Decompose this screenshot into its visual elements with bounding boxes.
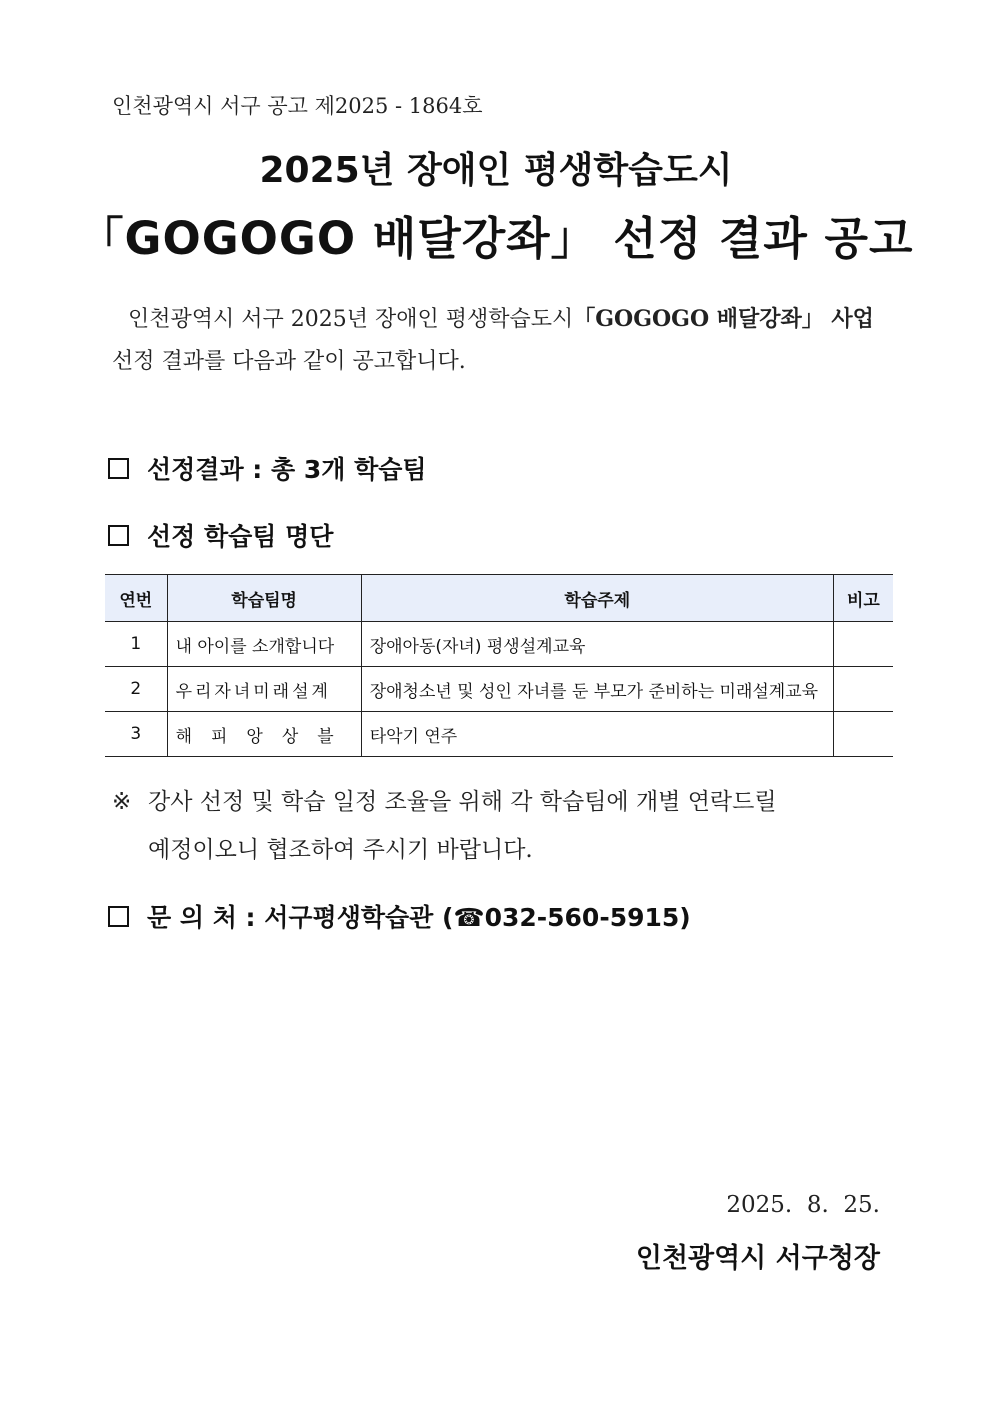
section-contact-text: 문 의 처 : 서구평생학습관 (☎032-560-5915): [147, 903, 691, 932]
checkbox-square-icon: [108, 906, 129, 927]
table-row: [105, 622, 893, 667]
header-number: 연번: [105, 575, 167, 622]
row-number: 3: [105, 712, 167, 757]
row-note: [833, 622, 893, 667]
intro-line-2: 선정 결과를 다음과 같이 공고합니다.: [112, 349, 466, 374]
row-number: 1: [105, 622, 167, 667]
remark-line-1: [112, 778, 882, 826]
header-note: 비고: [833, 575, 893, 622]
row-number: 2: [105, 667, 167, 712]
reference-mark-icon: ※: [112, 789, 132, 815]
header-topic: 학습주제: [361, 575, 833, 622]
issuer-name: 인천광역시 서구청장: [635, 1243, 880, 1274]
remark-note: [112, 778, 882, 874]
section-team-list-text: 선정 학습팀 명단: [147, 522, 334, 551]
table-row: [105, 712, 893, 757]
row-topic: 장애청소년 및 성인 자녀를 둔 부모가 준비하는 미래설계교육: [361, 667, 833, 712]
row-topic: 타악기 연주: [361, 712, 833, 757]
intro-paragraph: [112, 298, 880, 383]
section-contact: [108, 898, 691, 934]
table-row: [105, 667, 893, 712]
row-topic: 장애아동(자녀) 평생설계교육: [361, 622, 833, 667]
remark-line-2: 예정이오니 협조하여 주시기 바랍니다.: [148, 837, 533, 863]
section-team-list: [108, 517, 333, 553]
intro-program-name: 「GOGOGO 배달강좌」 사업: [573, 306, 874, 332]
section-result: [108, 450, 427, 486]
table-header-row: [105, 575, 893, 622]
checkbox-square-icon: [108, 525, 129, 546]
row-team-name: 해피앙상블: [167, 712, 361, 757]
remark-text-1: 강사 선정 및 학습 일정 조율을 위해 각 학습팀에 개별 연락드릴: [148, 789, 777, 815]
header-team-name: 학습팀명: [167, 575, 361, 622]
title-line-2: 「GOGOGO 배달강좌」 선정 결과 공고: [78, 212, 914, 265]
checkbox-square-icon: [108, 458, 129, 479]
section-result-text: 선정결과 : 총 3개 학습팀: [147, 455, 427, 484]
row-team-name: 우리자녀미래설계: [167, 667, 361, 712]
intro-line-1: [112, 298, 880, 341]
title-line-1: 2025년 장애인 평생학습도시: [259, 150, 733, 191]
intro-text: 인천광역시 서구 2025년 장애인 평생학습도시: [128, 307, 574, 332]
row-note: [833, 712, 893, 757]
row-team-name: 내 아이를 소개합니다: [167, 622, 361, 667]
row-note: [833, 667, 893, 712]
announcement-date: 2025. 8. 25.: [726, 1192, 880, 1218]
notice-number: 인천광역시 서구 공고 제2025 - 1864호: [112, 94, 483, 118]
team-table: [105, 574, 893, 757]
